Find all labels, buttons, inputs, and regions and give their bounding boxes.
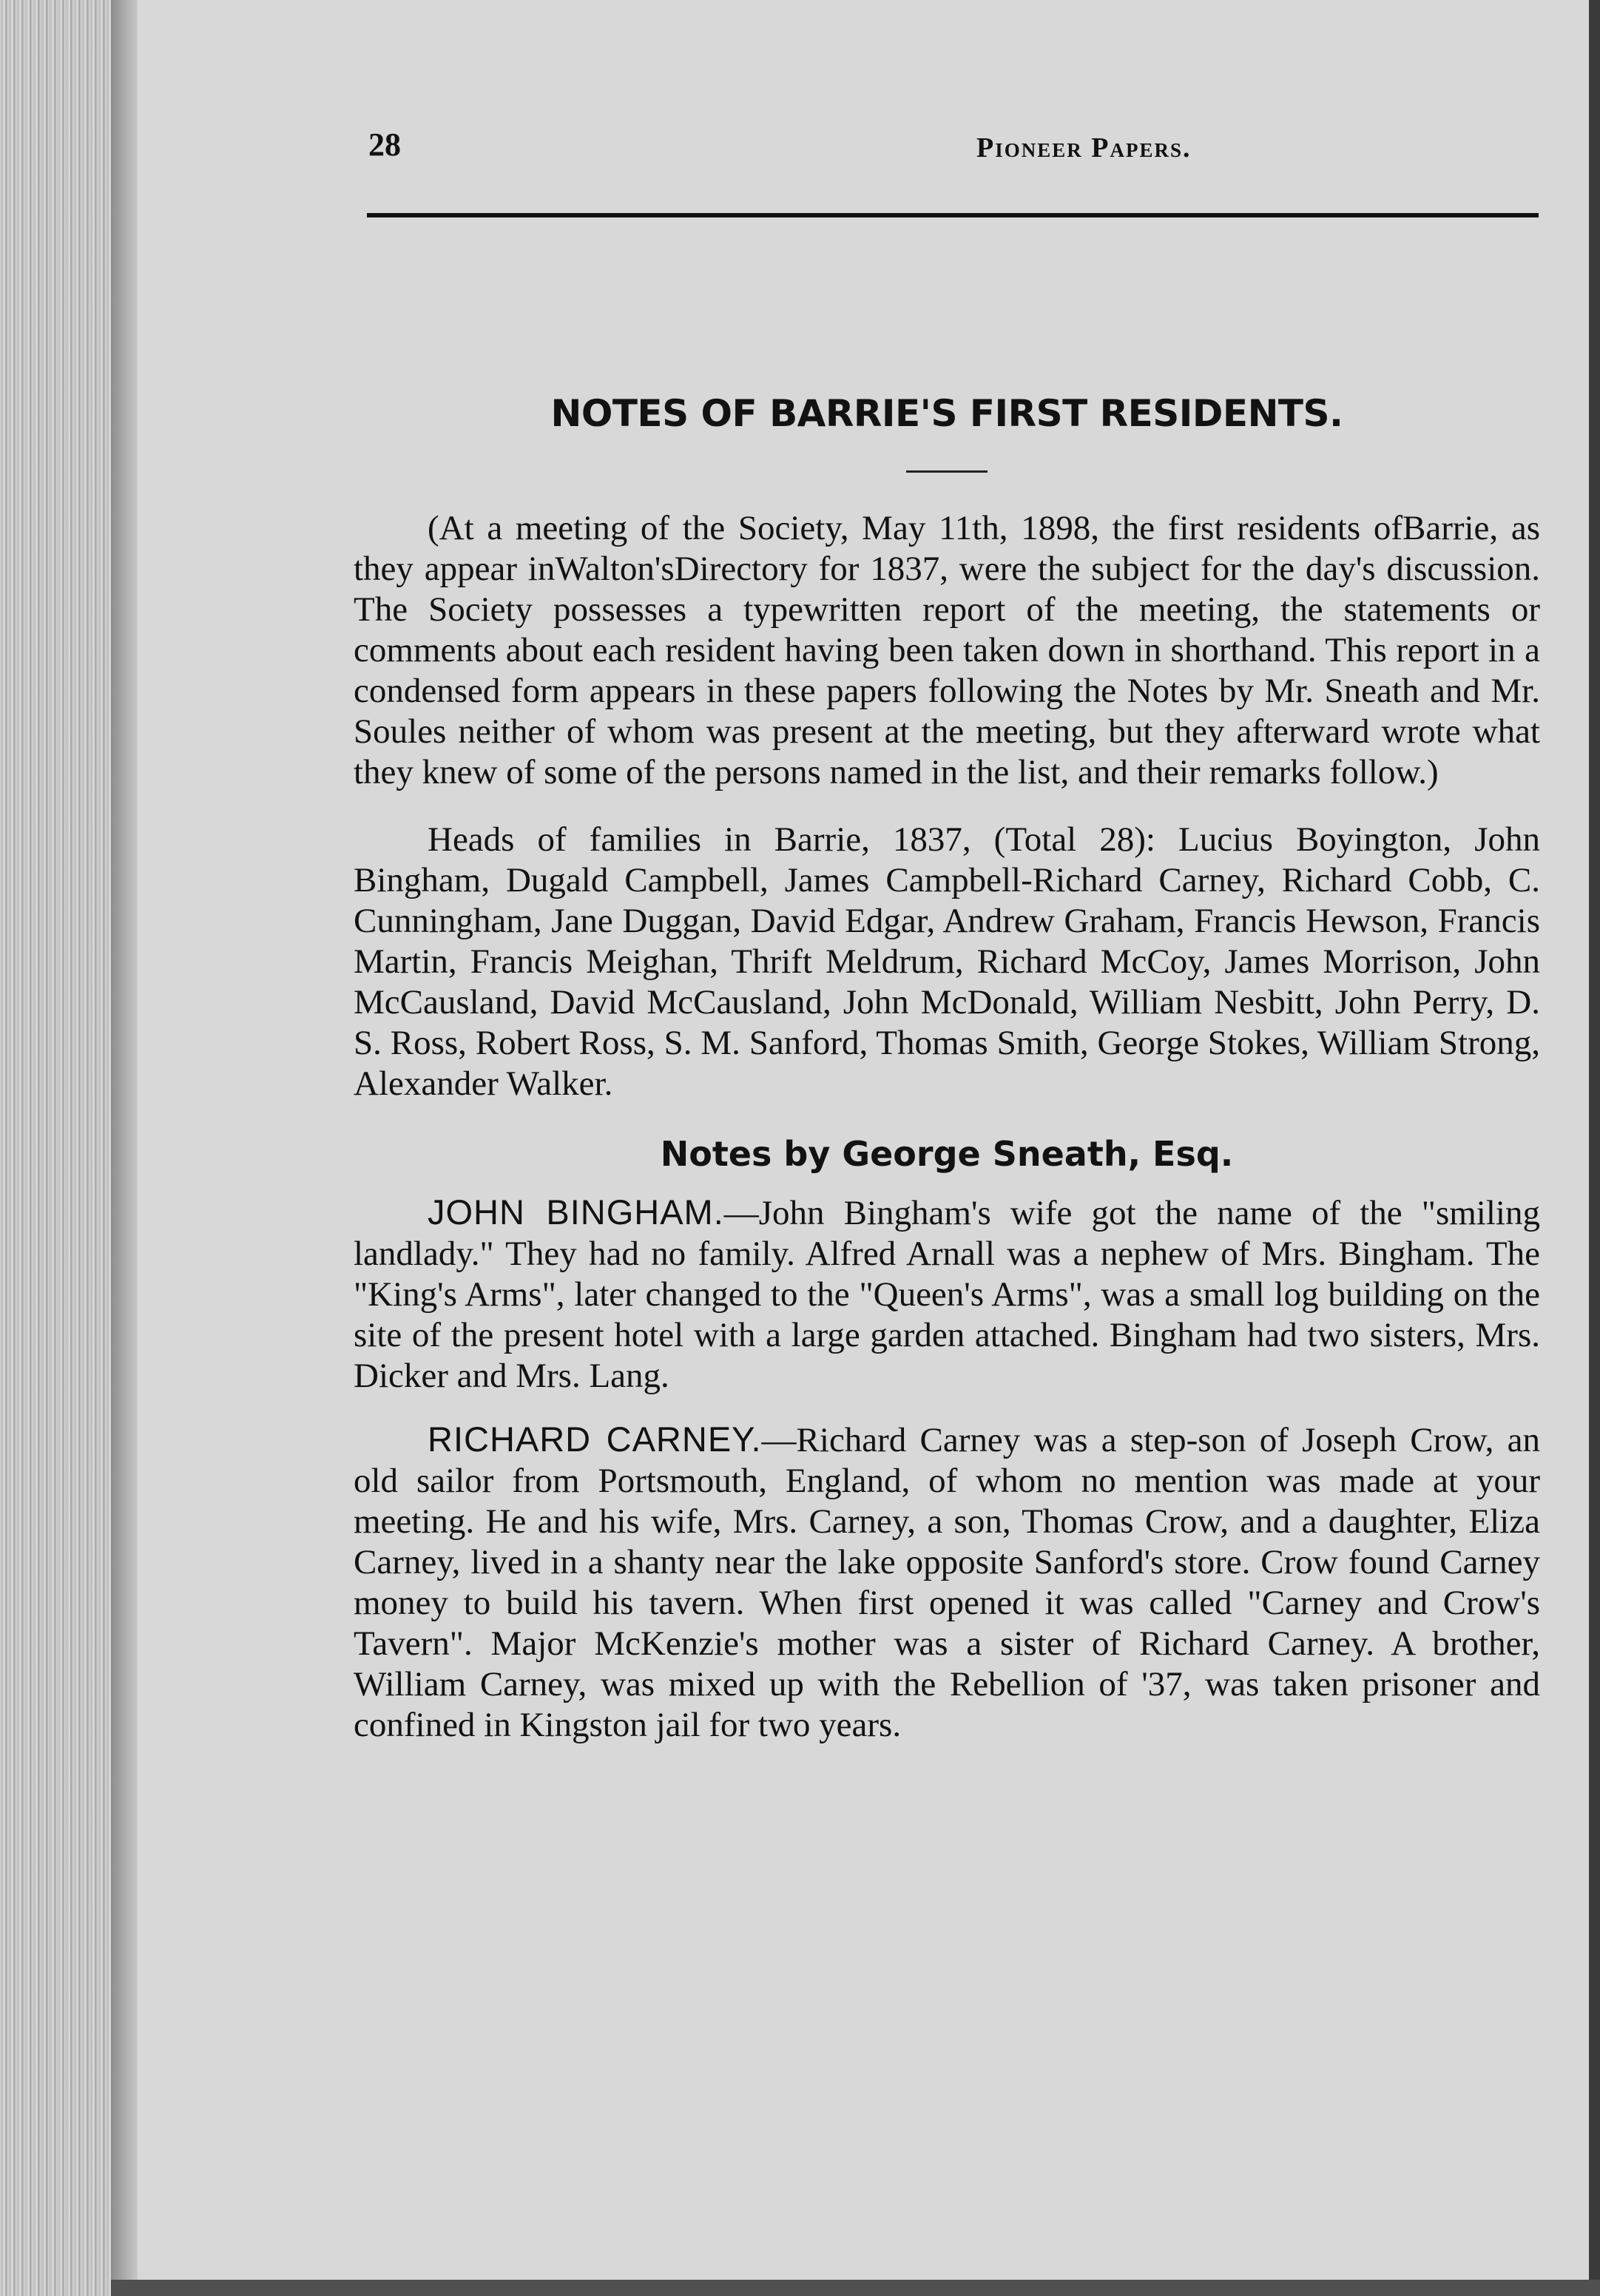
entry-name: RICHARD CARNEY.: [428, 1419, 762, 1459]
heads-of-families-paragraph: Heads of families in Barrie, 1837, (Total 28): Lucius Boyington, John Bingham, Dugald Campbell, James Campbell-Richard Carney, Richard Cobb, C. Cunningham, Jane Duggan, David Edgar, Andrew Graham, Francis Hewson, Francis Martin, Francis Meighan, Thrift Meldrum, Richard McCoy, James Morrison, John McCausland, David McCausland, John McDonald, William Nesbitt, John Perry, D. S. Ross, Robert Ross, S. M. Sanford, Thomas Smith, George Stokes, William Strong, Alexander Walker.: [354, 820, 1540, 1103]
gutter-shadow: [111, 0, 138, 2296]
title-divider: [906, 470, 988, 473]
intro-paragraph: (At a meeting of the Society, May 11th, 1898, the first residents ofBarrie, as they appear inWalton'sDirectory for 1837, were the subject for the day's discussion. The Society possesses a typewritten report of the meeting, the statements or comments about each resident having been taken down in shorthand. This report in a condensed form appears in these papers following the Notes by Mr. Sneath and Mr. Soules neither of whom was present at the meeting, but they afterward wrote what they knew of some of the persons named in the list, and their remarks follow.): [354, 509, 1540, 791]
scan-border-right: [1589, 0, 1600, 2296]
entry-john-bingham: [354, 1192, 1540, 1397]
page-number: 28: [368, 126, 401, 163]
running-title: Pioneer Papers.: [976, 132, 1192, 163]
header-rule: [367, 213, 1539, 217]
entry-text: —Richard Carney was a step-son of Joseph Crow, an old sailor from Portsmouth, England, of whom no mention was made at your meeting. He and his wife, Mrs. Carney, a son, Thomas Crow, and a daughter, Eliza Carney, lived in a shanty near the lake opposite Sanford's store. Crow found Carney money to build his tavern. When first opened it was called "Carney and Crow's Tavern". Major McKenzie's mother was a sister of Richard Carney. A brother, William Carney, was mixed up with the Rebellion of '37, was taken prisoner and confined in Kingston jail for two years.: [354, 1421, 1541, 1744]
scan-border-bottom: [111, 2280, 1600, 2296]
running-head: [237, 126, 1524, 178]
section-subheading: Notes by George Sneath, Esq.: [660, 1134, 1234, 1174]
article-title: NOTES OF BARRIE'S FIRST RESIDENTS.: [550, 392, 1343, 435]
book-page-edges: [0, 0, 111, 2296]
entry-richard-carney: [354, 1419, 1540, 1746]
article: [354, 392, 1540, 1768]
entry-name: JOHN BINGHAM.: [428, 1192, 724, 1232]
entry-text: —John Bingham's wife got the name of the "smiling landlady." They had no family. Alfred Arnall was a nephew of Mrs. Bingham. The "King's Arms", later changed to the "Queen's Arms", was a small log building on the site of the present hotel with a large garden attached. Bingham had two sisters, Mrs. Dicker and Mrs. Lang.: [354, 1194, 1540, 1395]
